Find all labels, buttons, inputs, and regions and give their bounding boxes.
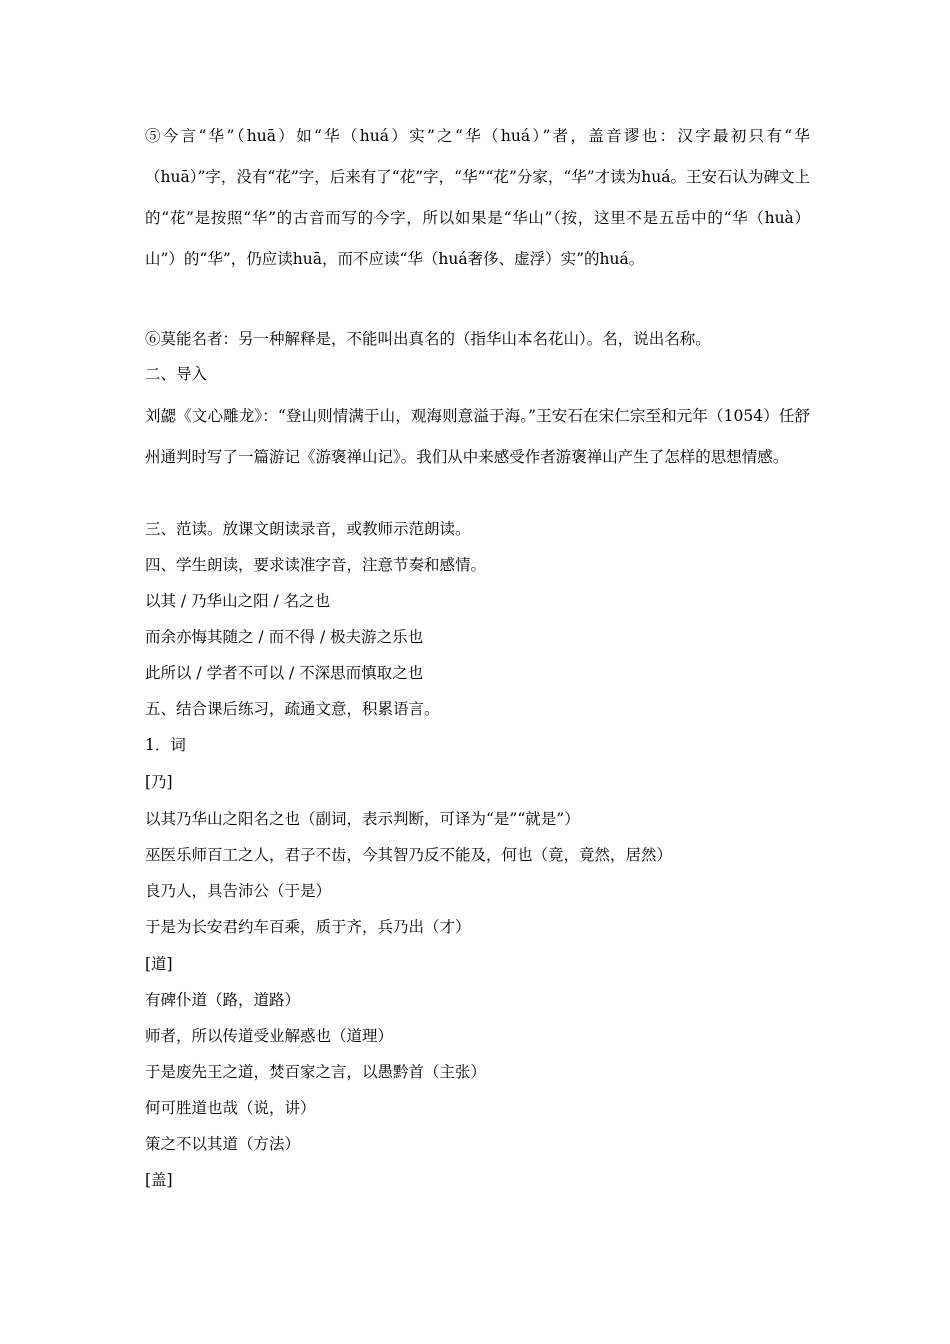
example-line: 有碑仆道（路，道路）: [145, 991, 301, 1009]
example-line: 何可胜道也哉（说，讲）: [145, 1099, 316, 1117]
section-5-heading: 五、结合课后练习，疏通文意，积累语言。: [145, 700, 440, 718]
example-line: 策之不以其道（方法）: [145, 1135, 301, 1153]
section-2-heading: 二、导入: [145, 365, 208, 383]
section-4-heading: 四、学生朗读，要求读准字音，注意节奏和感情。: [145, 556, 487, 574]
example-line: 以其乃华山之阳名之也（副词，表示判断，可译为“是”“就是”）: [145, 810, 580, 828]
rhythm-line: 而余亦悔其随之 / 而不得 / 极夫游之乐也: [145, 628, 424, 646]
section-2-body: 刘勰《文心雕龙》：“登山则情满于山，观海则意溢于海。”王安石在宋仁宗至和元年（1054）任舒州通判时写了一篇游记《游褒禅山记》。我们从中来感受作者游褒禅山产生了怎样的思想情感。: [145, 407, 810, 466]
example-line: 良乃人，具告沛公（于是）: [145, 882, 332, 900]
note-6-paragraph: ⑥莫能名者：另一种解释是，不能叫出真名的（指华山本名花山）。名，说出名称。: [145, 330, 711, 348]
example-line: 于是废先王之道，焚百家之言，以愚黔首（主张）: [145, 1063, 487, 1081]
note-5-paragraph: ⑤今言“华”（huā）如“华（huá）实”之“华（huá）”者，盖音谬也：汉字最初只有“华（huā）”字，没有“花”字，后来有了“花”字，“华”“花”分家，“华”才读为huá。王安石认为碑文上的“花”是按照“华”的古音而写的今字，所以如果是“华山”（按，这里不是五岳中的“华（huà）山”）的“华”，仍应读huā，而不应读“华（huá奢侈、虚浮）实”的huá。: [145, 127, 810, 268]
word-heading-gai: [盖]: [145, 1171, 173, 1189]
word-heading-dao: [道]: [145, 955, 173, 973]
subsection-words-heading: 1．词: [145, 736, 186, 754]
rhythm-line: 以其 / 乃华山之阳 / 名之也: [145, 592, 331, 610]
example-line: 巫医乐师百工之人，君子不齿，今其智乃反不能及，何也（竟，竟然，居然）: [145, 846, 673, 864]
example-line: 师者，所以传道受业解惑也（道理）: [145, 1027, 394, 1045]
example-line: 于是为长安君约车百乘，质于齐，兵乃出（才）: [145, 918, 471, 936]
rhythm-line: 此所以 / 学者不可以 / 不深思而慎取之也: [145, 664, 424, 682]
word-heading-nai: [乃]: [145, 773, 173, 791]
section-3-heading: 三、范读。放课文朗读录音，或教师示范朗读。: [145, 520, 471, 538]
